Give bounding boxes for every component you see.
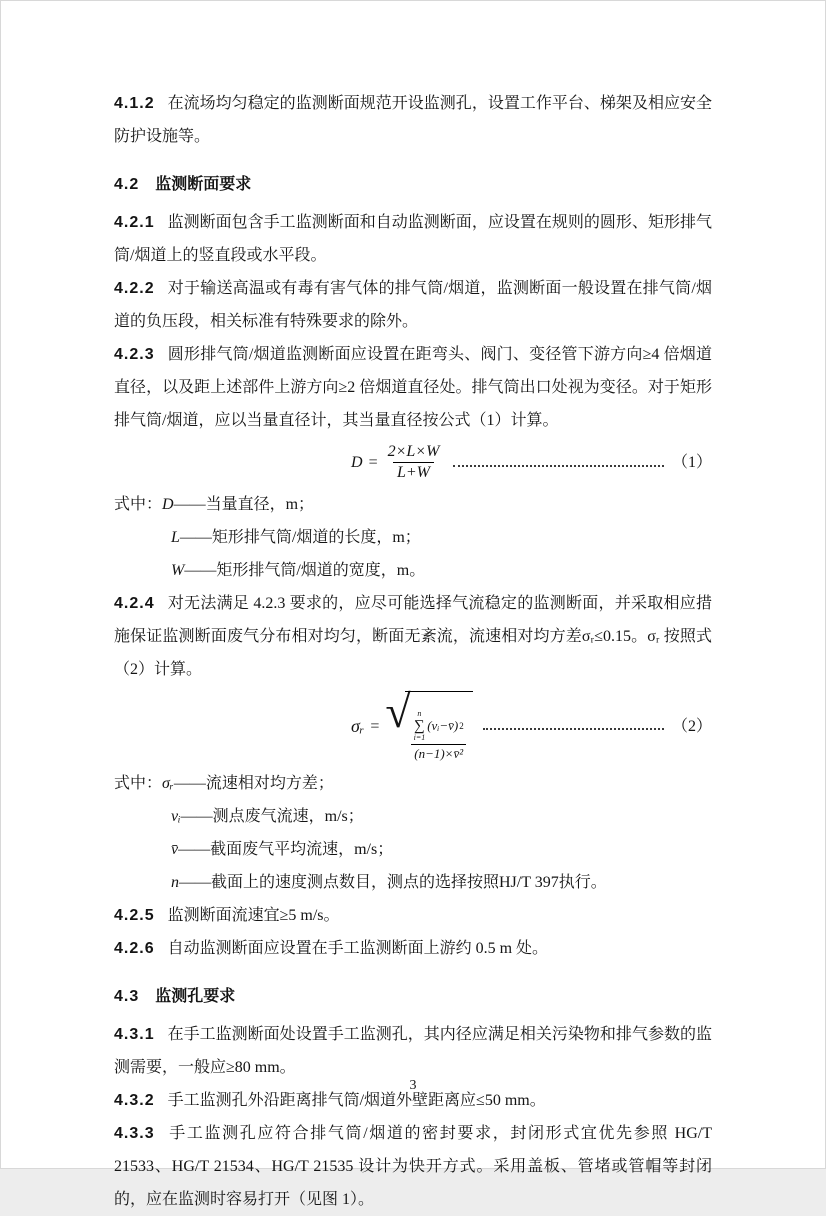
clause-number: 4.3.3 (114, 1124, 155, 1142)
definition-n (114, 866, 712, 899)
clause-number: 4.2.2 (114, 280, 155, 297)
clause-4-2-2 (114, 272, 712, 338)
page-number: 3 (409, 1078, 417, 1093)
clause-text: 手工监测孔外沿距离排气筒/烟道外壁距离应≤50 mm。 (167, 1091, 546, 1109)
definition-text: ——矩形排气筒/烟道的长度，m； (179, 529, 421, 546)
fraction-denominator: L+W (393, 462, 434, 483)
clause-4-2-6 (114, 932, 712, 965)
symbol: v̄ (171, 840, 179, 858)
symbol: σᵣ (162, 774, 174, 792)
definition-text: ——测点废气流速，m/s； (180, 807, 364, 825)
dot-leader (453, 465, 664, 467)
symbol: vᵢ (171, 807, 181, 825)
clause-4-3-1 (114, 1018, 712, 1084)
fraction-denominator: (n−1)×v̄² (411, 744, 466, 762)
clause-text: 圆形排气筒/烟道监测断面应设置在距弯头、阀门、变径管下游方向≥4 倍烟道直径，以及距上述部件上游方向≥2 倍烟道直径处。排气筒出口处视为变径。对于矩形排气筒/烟道，应以当量直径计，其当量直径按公式（1）计算。 (114, 346, 712, 429)
summation-upper-limit: n (417, 709, 422, 718)
fraction-numerator: 2×L×W (387, 443, 440, 460)
equals-sign: = (370, 717, 380, 735)
clause-number: 4.3.1 (114, 1025, 155, 1043)
clause-text: 对无法满足 4.2.3 要求的，应尽可能选择气流稳定的监测断面，并采取相应措施保证监测断面废气分布相对均匀，断面无紊流，流速相对均方差σᵣ≤0.15。σᵣ 按照式（2）计算。 (114, 595, 712, 678)
formula-2-expression (351, 686, 473, 762)
definition-text: ——当量直径，m； (173, 496, 315, 513)
formula-2-fraction (411, 710, 467, 762)
definition-L (114, 521, 712, 554)
symbol: n (171, 873, 179, 891)
formula-1-expression (351, 442, 443, 483)
definition-v-i (114, 800, 712, 833)
clause-text: 在流场均匀稳定的监测断面规范开设监测孔，设置工作平台、梯架及相应安全防护设施等。 (114, 95, 712, 145)
clause-number: 4.2.5 (114, 906, 155, 924)
numerator-exponent: 2 (459, 720, 464, 731)
clause-number: 4.2.1 (114, 214, 155, 231)
definition-intro: 式中： (114, 774, 163, 792)
dot-leader (483, 728, 664, 730)
clause-4-2-5 (114, 899, 712, 932)
fraction-numerator (411, 710, 467, 744)
numerator-expression: (vᵢ−v̄) (427, 718, 459, 734)
definition-text: ——截面废气平均流速，m/s； (178, 840, 394, 858)
section-heading-4-3 (114, 980, 712, 1013)
clause-text: 在手工监测断面处设置手工监测孔，其内径应满足相关污染物和排气参数的监测需要，一般应≥80 mm。 (114, 1025, 712, 1076)
definition-text: ——截面上的速度测点数目，测点的选择按照HJ/T 397执行。 (179, 873, 607, 891)
definition-text: ——流速相对均方差； (173, 774, 334, 792)
square-root (385, 686, 472, 762)
heading-title: 监测孔要求 (155, 987, 236, 1005)
definition-intro: 式中： (114, 496, 163, 513)
clause-text: 监测断面包含手工监测断面和自动监测断面，应设置在规则的圆形、矩形排气筒/烟道上的竖直段或水平段。 (114, 214, 712, 264)
clause-4-2-1 (114, 206, 712, 272)
clause-text: 对于输送高温或有毒有害气体的排气筒/烟道，监测断面一般设置在排气筒/烟道的负压段，相关标准有特殊要求的除外。 (114, 280, 712, 330)
definition-text: ——矩形排气筒/烟道的宽度，m。 (184, 562, 426, 579)
definition-W (114, 554, 712, 587)
heading-title: 监测断面要求 (155, 176, 252, 193)
clause-text: 监测断面流速宜≥5 m/s。 (167, 906, 340, 924)
symbol: D (162, 496, 174, 513)
clause-number: 4.1.2 (114, 95, 155, 112)
formula-1-label: （1） (671, 454, 712, 471)
equals-sign: = (368, 454, 378, 471)
definition-sigma-r (114, 767, 712, 800)
definition-v-bar (114, 833, 712, 866)
definition-D (114, 488, 712, 521)
summation (414, 710, 426, 743)
clause-4-2-4 (114, 587, 712, 686)
formula-1 (114, 442, 712, 483)
formula-2-label: （2） (671, 717, 712, 735)
radicand (405, 691, 473, 762)
section-heading-4-2 (114, 168, 712, 201)
symbol: L (171, 529, 180, 546)
clause-number: 4.2.3 (114, 346, 155, 363)
formula-1-lhs: D (351, 454, 363, 471)
heading-number: 4.3 (114, 987, 140, 1005)
radical-sign: √ (385, 686, 411, 737)
clause-number: 4.2.4 (114, 595, 155, 612)
clause-number: 4.2.6 (114, 939, 155, 957)
clause-number: 4.3.2 (114, 1091, 155, 1109)
summation-lower-limit: i=1 (413, 732, 426, 742)
formula-2-lhs: σᵣ (351, 715, 365, 736)
formula-1-fraction (384, 442, 444, 483)
clause-text: 自动监测断面应设置在手工监测断面上游约 0.5 m 处。 (167, 939, 549, 957)
clause-4-1-2 (114, 87, 712, 153)
heading-number: 4.2 (114, 176, 140, 193)
clause-4-3-3 (114, 1117, 712, 1216)
clause-4-2-3 (114, 338, 712, 437)
clause-text: 手工监测孔应符合排气筒/烟道的密封要求，封闭形式宜优先参照 HG/T 21533、HG/T 21534、HG/T 21535 设计为快开方式。采用盖板、管堵或管帽等封闭的，应在监测时容易打开（见图 1）。 (114, 1124, 712, 1208)
symbol: W (171, 562, 185, 579)
formula-2 (114, 686, 712, 762)
sigma-icon: ∑ (414, 717, 425, 734)
